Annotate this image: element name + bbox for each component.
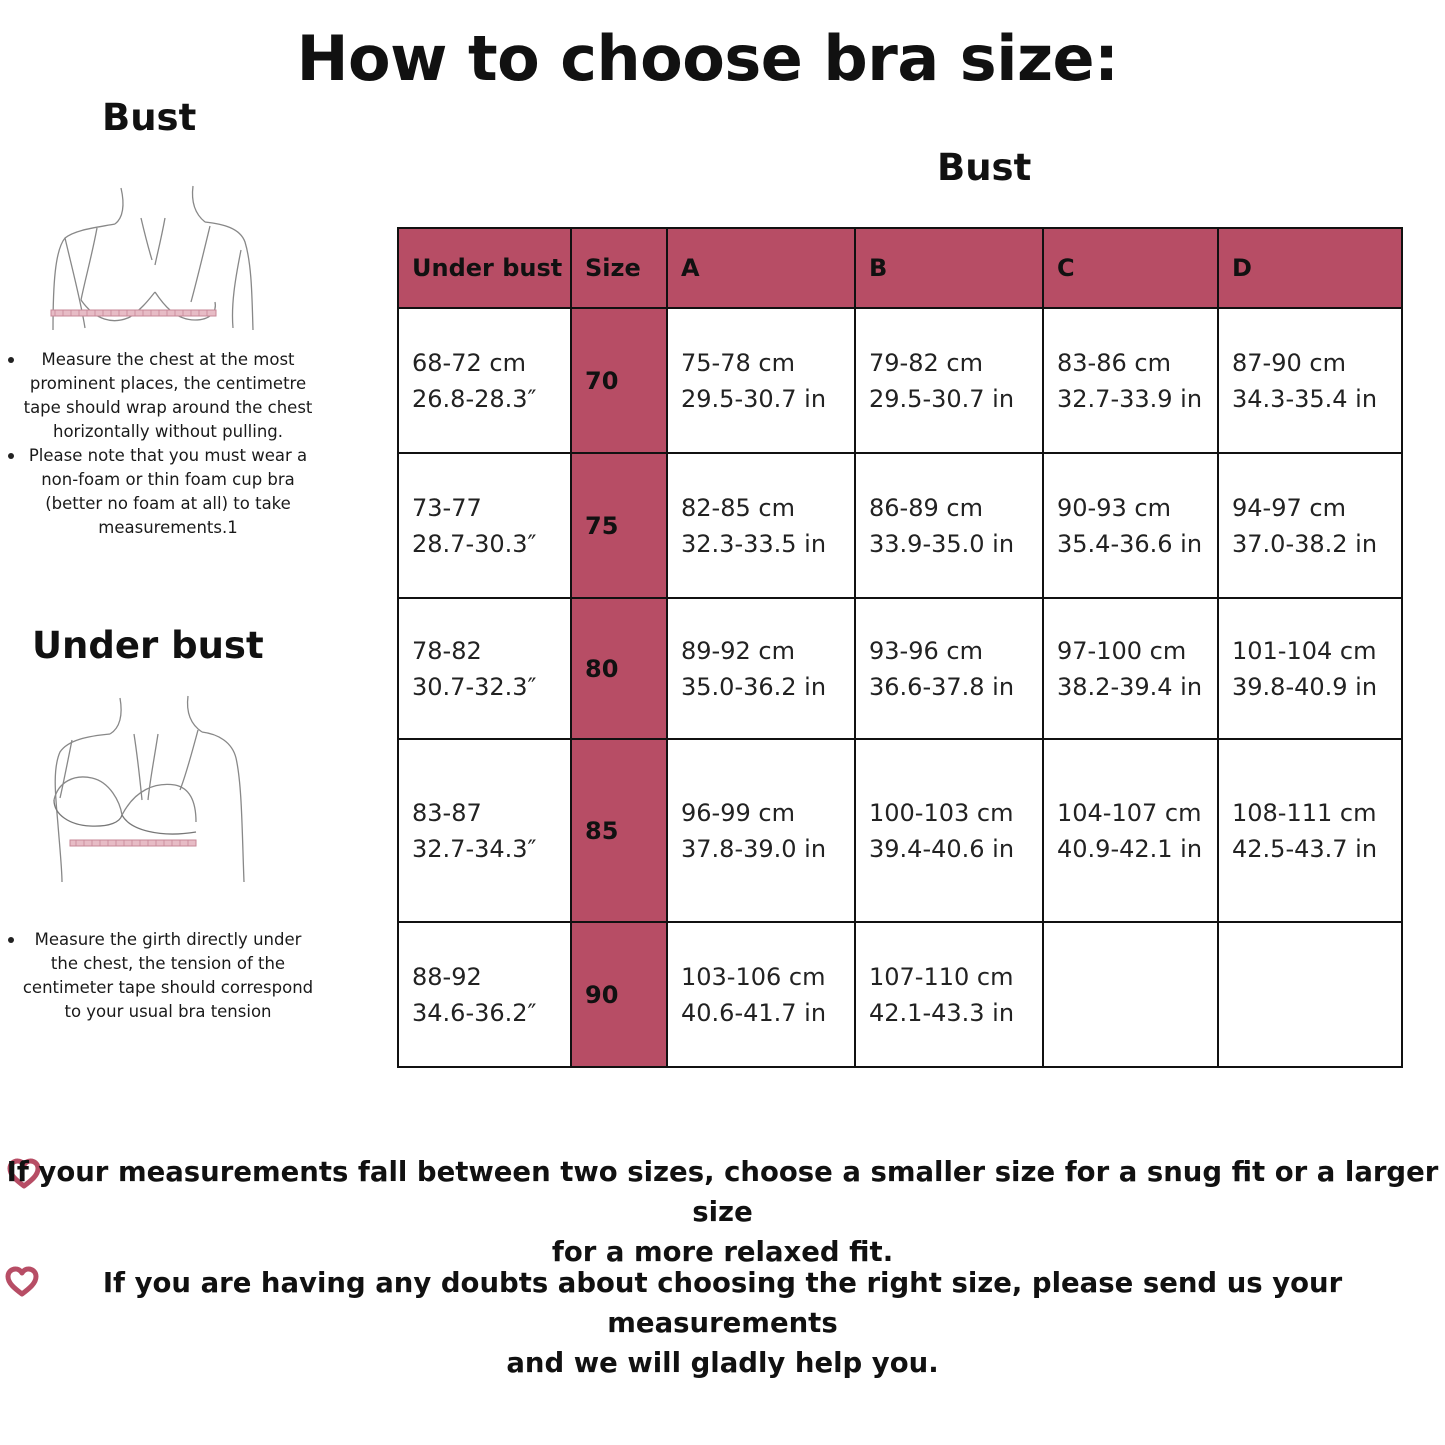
- cup-a-cell: 96-99 cm 37.8-39.0 in: [667, 739, 855, 922]
- tip-text: If your measurements fall between two sizes, choose a smaller size for a snug fit or a larger size for a more relaxed fit.: [6, 1156, 1439, 1268]
- column-header: C: [1043, 228, 1218, 308]
- cup-c-cell: 90-93 cm 35.4-36.6 in: [1043, 453, 1218, 598]
- under-bust-heading: Under bust: [32, 624, 264, 667]
- cup-d-cell: [1218, 922, 1402, 1067]
- column-header: Size: [571, 228, 667, 308]
- under-bust-cell: 83-87 32.7-34.3″: [398, 739, 571, 922]
- cup-b-cell: 100-103 cm 39.4-40.6 in: [855, 739, 1043, 922]
- cup-c-cell: [1043, 922, 1218, 1067]
- table-heading: Bust: [937, 146, 1032, 189]
- bust-measurement-illustration: [45, 180, 265, 335]
- cup-d-cell: 108-111 cm 42.5-43.7 in: [1218, 739, 1402, 922]
- under-bust-cell: 78-82 30.7-32.3″: [398, 598, 571, 739]
- cup-c-cell: 97-100 cm 38.2-39.4 in: [1043, 598, 1218, 739]
- cup-b-cell: 79-82 cm 29.5-30.7 in: [855, 308, 1043, 453]
- size-cell: 85: [571, 739, 667, 922]
- table-row: [398, 598, 1402, 739]
- column-header: D: [1218, 228, 1402, 308]
- cup-a-cell: 89-92 cm 35.0-36.2 in: [667, 598, 855, 739]
- size-chart-table: [397, 227, 1403, 1068]
- under-bust-instruction-item: Measure the girth directly under the chest, the tension of the centimeter tape should correspond to your usual bra tension: [4, 928, 314, 1024]
- cup-b-cell: 93-96 cm 36.6-37.8 in: [855, 598, 1043, 739]
- under-bust-cell: 68-72 cm 26.8-28.3″: [398, 308, 571, 453]
- cup-c-cell: 83-86 cm 32.7-33.9 in: [1043, 308, 1218, 453]
- under-bust-cell: 88-92 34.6-36.2″: [398, 922, 571, 1067]
- under-bust-measurement-illustration: [30, 690, 260, 885]
- cup-b-cell: 107-110 cm 42.1-43.3 in: [855, 922, 1043, 1067]
- under-bust-cell: 73-77 28.7-30.3″: [398, 453, 571, 598]
- table-row: [398, 739, 1402, 922]
- cup-a-cell: 103-106 cm 40.6-41.7 in: [667, 922, 855, 1067]
- cup-b-cell: 86-89 cm 33.9-35.0 in: [855, 453, 1043, 598]
- cup-d-cell: 101-104 cm 39.8-40.9 in: [1218, 598, 1402, 739]
- cup-a-cell: 75-78 cm 29.5-30.7 in: [667, 308, 855, 453]
- table-row: [398, 453, 1402, 598]
- page-title: How to choose bra size:: [296, 22, 1119, 95]
- size-cell: 80: [571, 598, 667, 739]
- under-bust-instructions: [4, 928, 314, 1024]
- bust-instruction-item: Measure the chest at the most prominent places, the centimetre tape should wrap around the chest horizontally without pulling.: [4, 348, 314, 444]
- bust-instruction-item: Please note that you must wear a non-foam or thin foam cup bra (better no foam at all) to take measurements.1: [4, 444, 314, 540]
- bust-heading: Bust: [102, 96, 197, 139]
- cup-d-cell: 87-90 cm 34.3-35.4 in: [1218, 308, 1402, 453]
- cup-d-cell: 94-97 cm 37.0-38.2 in: [1218, 453, 1402, 598]
- column-header: Under bust: [398, 228, 571, 308]
- tip-text: If you are having any doubts about choosing the right size, please send us your measurements and we will gladly help you.: [102, 1267, 1343, 1379]
- column-header: B: [855, 228, 1043, 308]
- table-row: [398, 308, 1402, 453]
- cup-c-cell: 104-107 cm 40.9-42.1 in: [1043, 739, 1218, 922]
- cup-a-cell: 82-85 cm 32.3-33.5 in: [667, 453, 855, 598]
- size-cell: 70: [571, 308, 667, 453]
- column-header: A: [667, 228, 855, 308]
- bust-instructions: [4, 348, 314, 540]
- size-cell: 75: [571, 453, 667, 598]
- size-cell: 90: [571, 922, 667, 1067]
- table-header-row: [398, 228, 1402, 308]
- table-row: [398, 922, 1402, 1067]
